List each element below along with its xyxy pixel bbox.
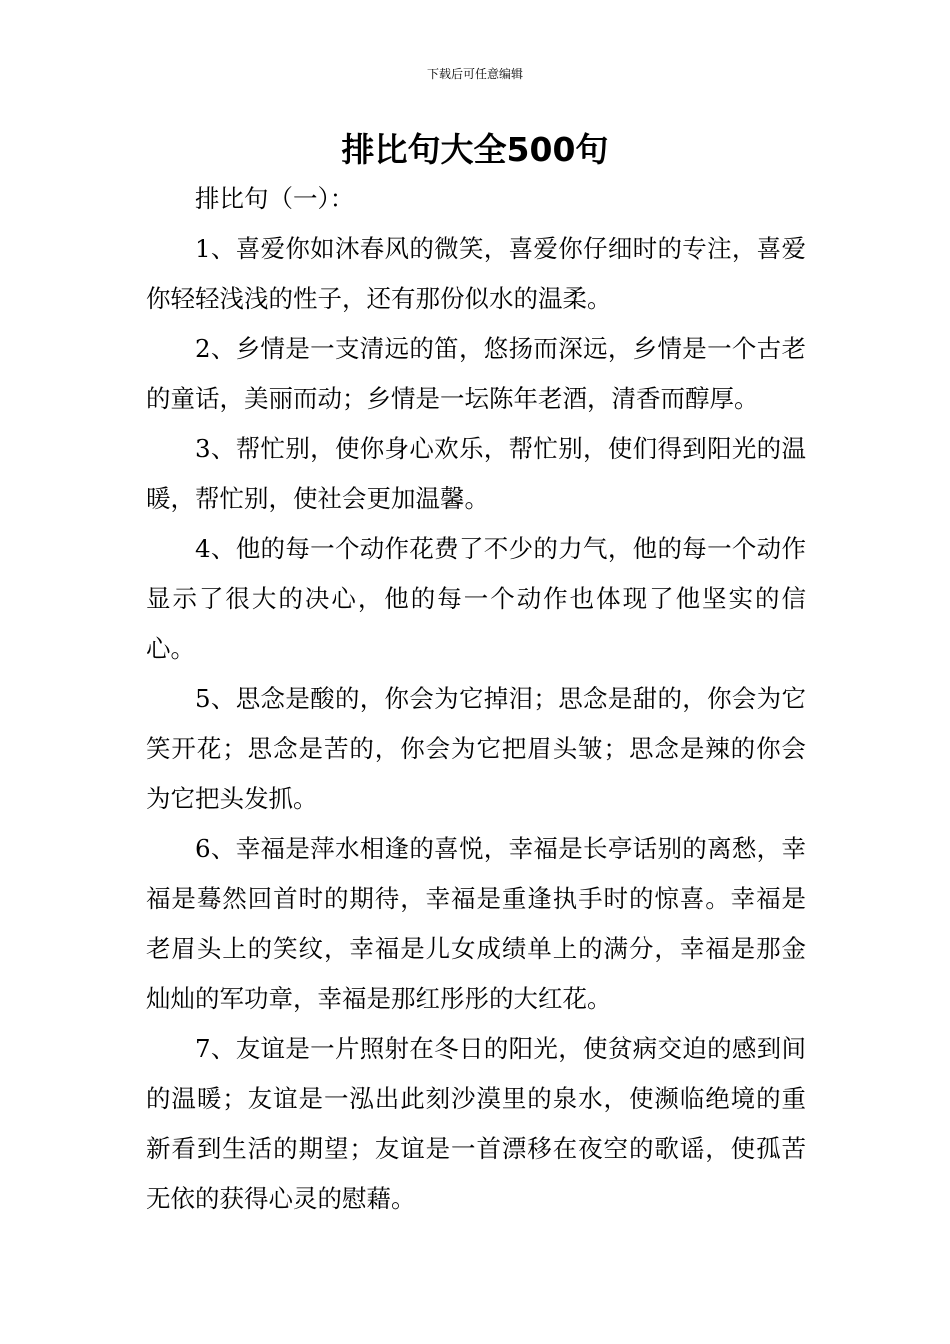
document-title: 排比句大全500句 (341, 130, 609, 169)
paragraph-3: 3、帮忙别，使你身心欢乐，帮忙别，使们得到阳光的温暖，帮忙别，使社会更加温馨。 (146, 434, 806, 513)
paragraph-5: 5、思念是酸的，你会为它掉泪；思念是甜的，你会为它笑开花；思念是苦的，你会为它把眉头皱；思念是辣的你会为它把头发抓。 (146, 684, 806, 813)
paragraph-2: 2、乡情是一支清远的笛，悠扬而深远，乡情是一个古老的童话，美丽而动；乡情是一坛陈年老酒，清香而醇厚。 (146, 334, 806, 413)
paragraph-7: 7、友谊是一片照射在冬日的阳光，使贫病交迫的感到间的温暖；友谊是一泓出此刻沙漠里的泉水，使濒临绝境的重新看到生活的期望；友谊是一首漂移在夜空的歌谣，使孤苦无依的获得心灵的慰藉。 (146, 1034, 806, 1213)
section-heading: 排比句（一）： (195, 184, 355, 213)
paragraph-4: 4、他的每一个动作花费了不少的力气，他的每一个动作显示了很大的决心，他的每一个动作也体现了他坚实的信心。 (146, 534, 806, 663)
paragraph-6: 6、幸福是萍水相逢的喜悦，幸福是长亭话别的离愁，幸福是蓦然回首时的期待，幸福是重逢执手时的惊喜。幸福是老眉头上的笑纹，幸福是儿女成绩单上的满分，幸福是那金灿灿的军功章，幸福是那红彤彤的大红花。 (146, 834, 806, 1013)
header-note: 下载后可任意编辑 (426, 67, 523, 81)
paragraph-1: 1、喜爱你如沐春风的微笑，喜爱你仔细时的专注，喜爱你轻轻浅浅的性子，还有那份似水的温柔。 (146, 234, 806, 313)
document-body (146, 174, 806, 1224)
